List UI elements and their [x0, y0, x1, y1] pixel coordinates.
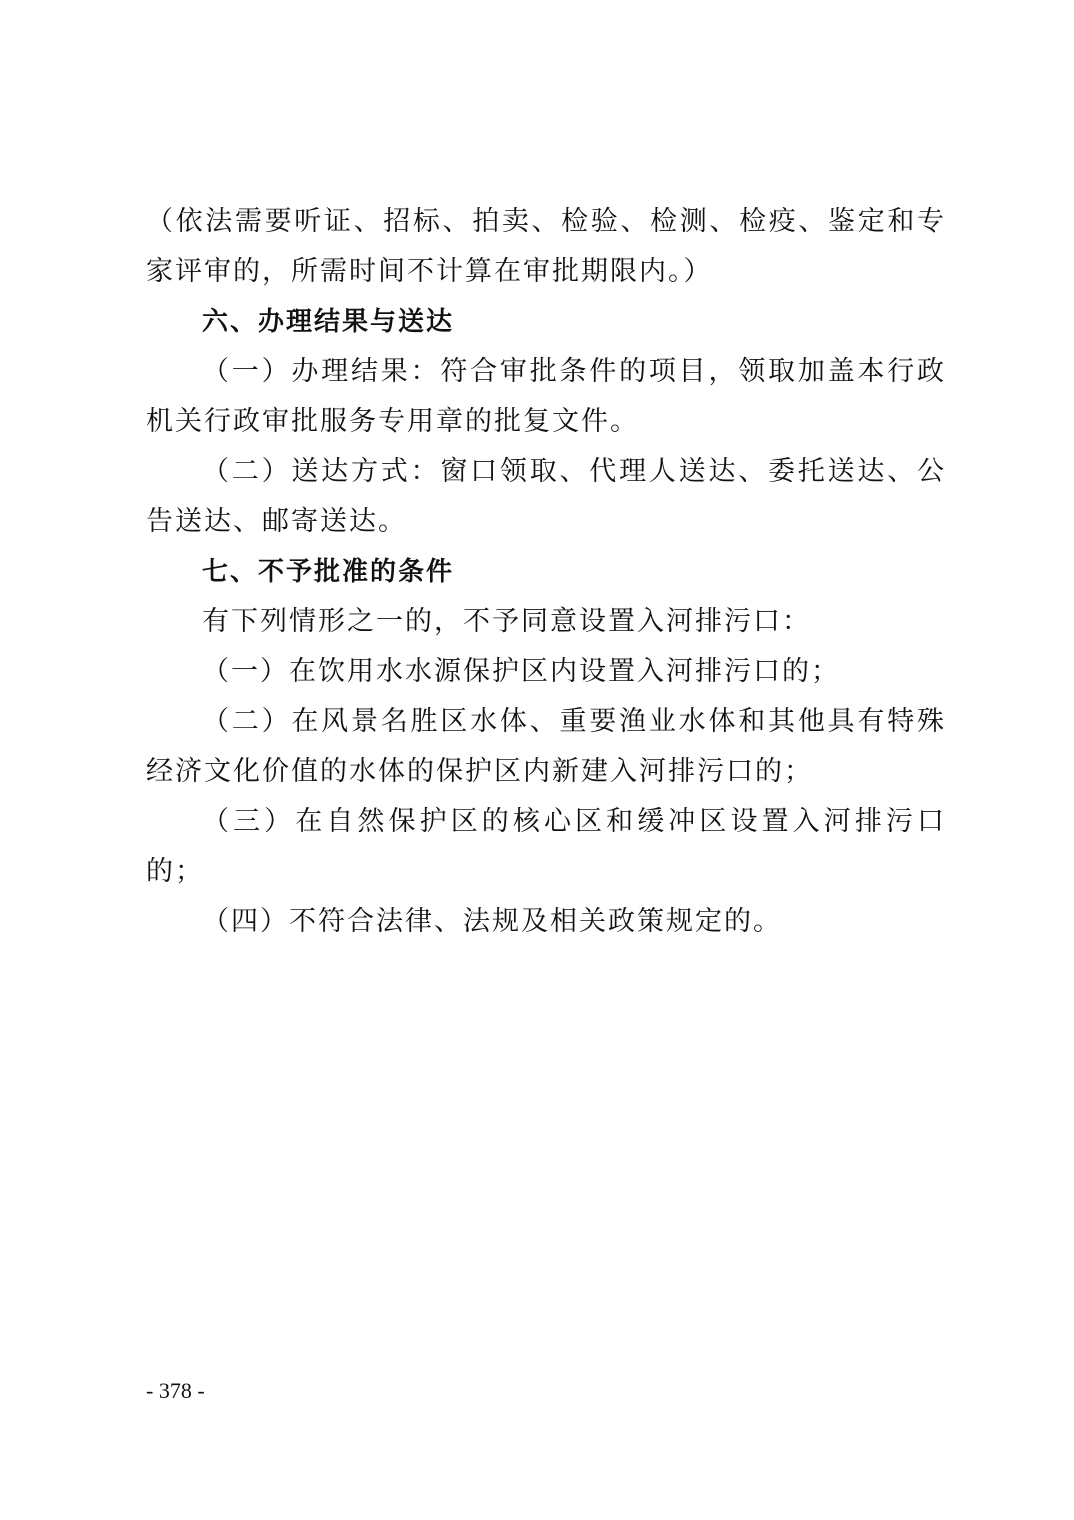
- document-body: [146, 197, 946, 947]
- page-number: - 378 -: [146, 1378, 205, 1403]
- section-heading-result-delivery: 六、办理结果与送达: [202, 307, 455, 337]
- paragraph-delivery-method: （二）送达方式：窗口领取、代理人送达、委托送达、公告送达、邮寄送达。: [146, 456, 946, 537]
- paragraph-result: （一）办理结果：符合审批条件的项目，领取加盖本行政机关行政审批服务专用章的批复文件。: [146, 356, 946, 437]
- paragraph-rejection-intro: 有下列情形之一的，不予同意设置入河排污口：: [202, 606, 811, 637]
- paragraph-exemption-note: （依法需要听证、招标、拍卖、检验、检测、检疫、鉴定和专家评审的，所需时间不计算在审批期限内。）: [146, 206, 946, 287]
- paragraph-rejection-item-3: （三）在自然保护区的核心区和缓冲区设置入河排污口的；: [146, 806, 946, 887]
- paragraph-rejection-item-2: （二）在风景名胜区水体、重要渔业水体和其他具有特殊经济文化价值的水体的保护区内新建入河排污口的；: [146, 706, 946, 787]
- section-heading-rejection-conditions: 七、不予批准的条件: [202, 557, 455, 587]
- paragraph-rejection-item-1: （一）在饮用水水源保护区内设置入河排污口的；: [202, 656, 840, 687]
- paragraph-rejection-item-4: （四）不符合法律、法规及相关政策规定的。: [202, 906, 782, 937]
